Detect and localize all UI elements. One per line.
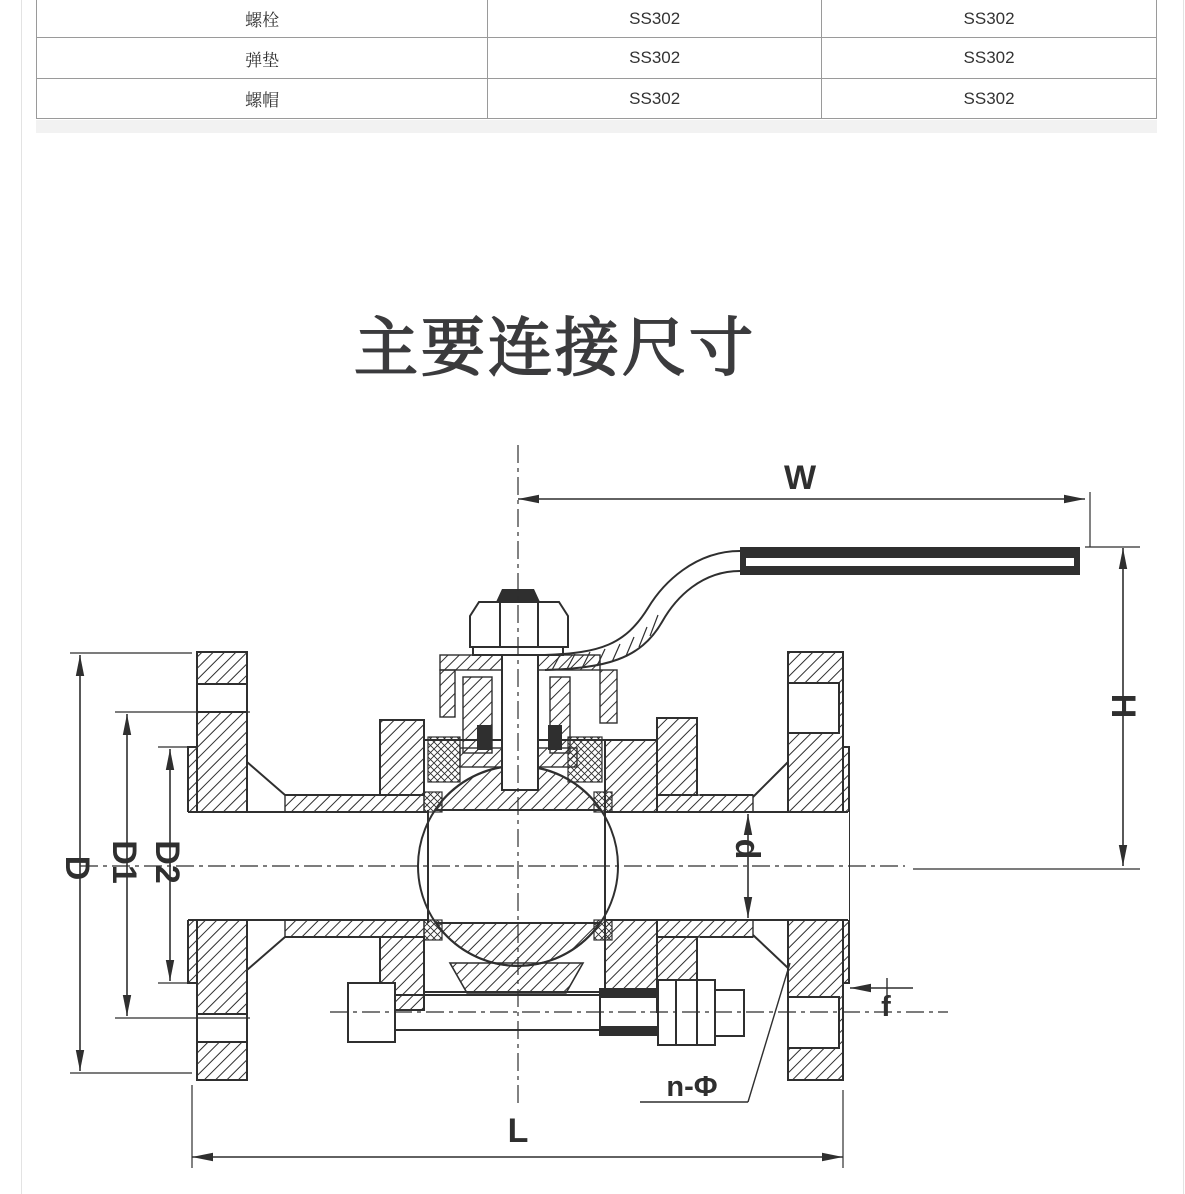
material-cell: SS302 [822, 0, 1157, 38]
label-L: L [507, 1112, 529, 1150]
material-cell: SS302 [822, 38, 1157, 79]
label-f: f [881, 991, 891, 1023]
part-name-cell: 螺帽 [37, 79, 488, 119]
label-D2: D2 [148, 840, 186, 884]
label-H: H [1104, 693, 1142, 719]
label-W: W [783, 459, 817, 497]
label-D1: D1 [105, 840, 143, 884]
material-cell: SS302 [488, 38, 822, 79]
label-d: d [728, 838, 766, 860]
table-footer-strip [36, 120, 1157, 133]
stem [502, 647, 538, 790]
valve-dimension-drawing [0, 430, 1185, 1194]
part-name-cell: 螺栓 [37, 0, 488, 38]
table-row [37, 0, 1157, 38]
material-cell: SS302 [488, 79, 822, 119]
valve-body [186, 547, 1080, 1080]
material-cell: SS302 [488, 0, 822, 38]
materials-table [36, 0, 1157, 119]
material-cell: SS302 [822, 79, 1157, 119]
part-name-cell: 弹垫 [37, 38, 488, 79]
table-row [37, 38, 1157, 79]
page-title: 主要连接尺寸 [354, 312, 756, 384]
label-n-phi: n-Φ [666, 1071, 718, 1103]
label-D: D [58, 855, 96, 881]
stem-nut [470, 589, 568, 655]
table-row [37, 79, 1157, 119]
